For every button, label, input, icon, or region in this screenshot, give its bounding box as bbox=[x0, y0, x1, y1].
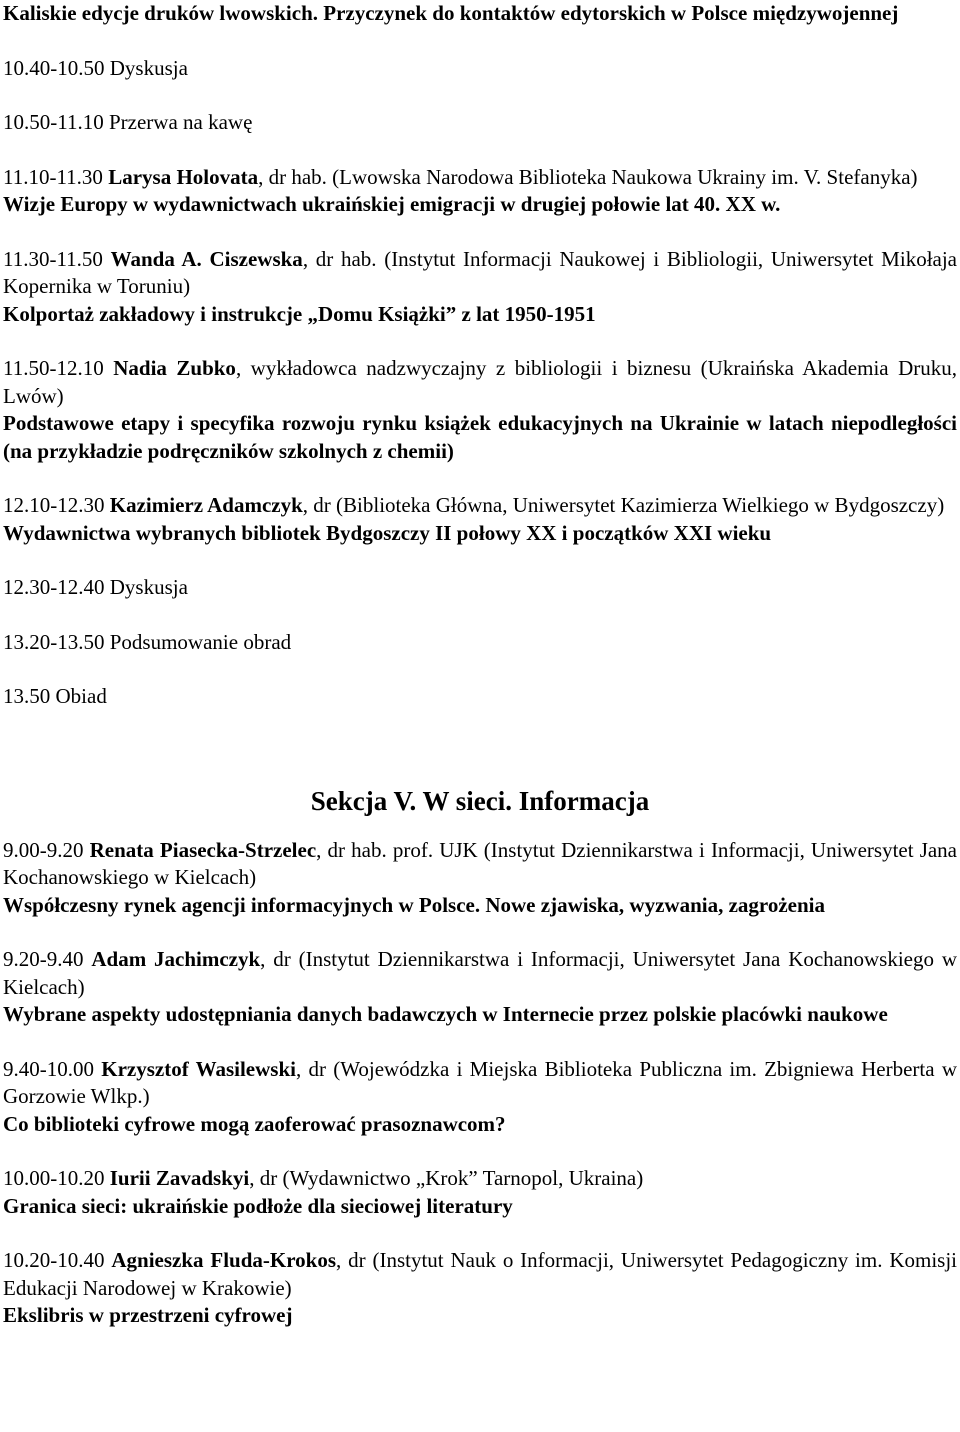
talk-time: 11.10-11.30 bbox=[3, 164, 103, 189]
speaker-name: Larysa Holovata bbox=[108, 164, 259, 189]
talk-time: 12.10-12.30 bbox=[3, 493, 105, 517]
talk-title: Granica sieci: ukraińskie podłoże dla sieciowej literatury bbox=[3, 1193, 513, 1218]
talk-title: Wybrane aspekty udostępniania danych badawczych w Internecie przez polskie placówki naukowe bbox=[3, 1002, 888, 1026]
talk-time: 10.00-10.20 bbox=[3, 1166, 105, 1190]
schedule-label: Dyskusja bbox=[109, 575, 188, 599]
talk-time: 11.30-11.50 bbox=[3, 246, 103, 271]
speaker-name: Adam Jachimczyk bbox=[91, 947, 261, 971]
speaker-affiliation: , wykładowca nadzwyczajny z bibliologii i biznesu (Ukraińska Akademia Druku, Lwów) bbox=[3, 356, 958, 408]
speaker-name: Krzysztof Wasilewski bbox=[101, 1056, 296, 1081]
schedule-entry bbox=[3, 55, 957, 83]
talk-header bbox=[3, 837, 957, 892]
section-heading: Sekcja V. W sieci. Informacja bbox=[310, 785, 650, 816]
speaker-name: Renata Piasecka-Strzelec bbox=[89, 837, 317, 862]
talk-time: 10.20-10.40 bbox=[3, 1248, 105, 1272]
speaker-name: Iurii Zavadskyi bbox=[109, 1166, 250, 1190]
talk-time: 9.00-9.20 bbox=[3, 837, 84, 862]
talk-header bbox=[3, 1056, 957, 1111]
schedule-label: Podsumowanie obrad bbox=[109, 629, 292, 654]
document-page bbox=[3, 0, 957, 1330]
talk-header bbox=[3, 1165, 957, 1193]
talk-title: Wizje Europy w wydawnictwach ukraińskiej emigracji w drugiej połowie lat 40. XX w. bbox=[3, 192, 781, 216]
talk-entry bbox=[3, 946, 957, 1029]
schedule-time: 13.20-13.50 bbox=[3, 629, 105, 654]
talk-header bbox=[3, 492, 957, 520]
schedule-time: 10.50-11.10 bbox=[3, 110, 104, 134]
talk-title: Współczesny rynek agencji informacyjnych w Polsce. Nowe zjawiska, wyzwania, zagrożenia bbox=[3, 892, 826, 917]
talk-entry bbox=[3, 355, 957, 465]
speaker-affiliation: , dr (Instytut Nauk o Informacji, Uniwersytet Pedagogiczny im. Komisji Edukacji Narodowej w Krakowie) bbox=[3, 1248, 957, 1300]
schedule-entry bbox=[3, 683, 957, 711]
talk-header bbox=[3, 246, 957, 301]
speaker-affiliation: , dr (Biblioteka Główna, Uniwersytet Kazimierza Wielkiego w Bydgoszczy) bbox=[302, 493, 945, 517]
schedule-label: Obiad bbox=[55, 684, 107, 708]
schedule-label: Dyskusja bbox=[109, 55, 188, 80]
speaker-affiliation: , dr hab. (Instytut Informacji Naukowej i Bibliologii, Uniwersytet Mikołaja Kopernika w Toruniu) bbox=[3, 246, 957, 298]
talk-title: Kolportaż zakładowy i instrukcje „Domu Książki” z lat 1950-1951 bbox=[3, 301, 596, 326]
talk-time: 9.40-10.00 bbox=[3, 1056, 94, 1081]
schedule-time: 12.30-12.40 bbox=[3, 575, 105, 599]
schedule-entry bbox=[3, 109, 957, 137]
talk-header bbox=[3, 355, 957, 410]
schedule-entry bbox=[3, 629, 957, 657]
schedule-time: 10.40-10.50 bbox=[3, 55, 105, 80]
talk-entry bbox=[3, 164, 957, 219]
talk-entry bbox=[3, 837, 957, 920]
talk-title: Ekslibris w przestrzeni cyfrowej bbox=[3, 1303, 293, 1327]
talk-entry bbox=[3, 1056, 957, 1139]
talk-time: 9.20-9.40 bbox=[3, 947, 84, 971]
talk-header bbox=[3, 164, 957, 192]
schedule-entry bbox=[3, 574, 957, 602]
speaker-affiliation: , dr hab. prof. UJK (Instytut Dziennikarstwa i Informacji, Uniwersytet Jana Kochanowskiego w Kielcach) bbox=[3, 837, 958, 889]
schedule-label: Przerwa na kawę bbox=[108, 110, 253, 134]
talk-title: Wydawnictwa wybranych bibliotek Bydgoszczy II połowy XX i początków XXI wieku bbox=[3, 520, 772, 545]
speaker-affiliation: , dr (Wojewódzka i Miejska Biblioteka Publiczna im. Zbigniewa Herberta w Gorzowie Wlkp.) bbox=[3, 1056, 958, 1108]
speaker-name: Agnieszka Fluda-Krokos bbox=[111, 1248, 337, 1272]
talk-entry bbox=[3, 246, 957, 329]
talk-entry bbox=[3, 1247, 957, 1330]
speaker-name: Nadia Zubko bbox=[113, 356, 236, 380]
talk-entry bbox=[3, 492, 957, 547]
schedule-time: 13.50 bbox=[3, 684, 51, 708]
talk-title: Kaliskie edycje druków lwowskich. Przyczynek do kontaktów edytorskich w Polsce międzywojennej bbox=[3, 1, 899, 25]
talk-title: Co biblioteki cyfrowe mogą zaoferować prasoznawcom? bbox=[3, 1111, 506, 1136]
talk-time: 11.50-12.10 bbox=[3, 356, 104, 380]
speaker-name: Wanda A. Ciszewska bbox=[110, 246, 303, 271]
speaker-affiliation: , dr (Instytut Dziennikarstwa i Informacji, Uniwersytet Jana Kochanowskiego w Kielcach) bbox=[3, 947, 957, 999]
talk-header bbox=[3, 946, 957, 1001]
speaker-affiliation: , dr (Wydawnictwo „Krok” Tarnopol, Ukraina) bbox=[249, 1166, 644, 1190]
talk-header bbox=[3, 1247, 957, 1302]
speaker-name: Kazimierz Adamczyk bbox=[109, 493, 303, 517]
talk-title: Podstawowe etapy i specyfika rozwoju rynku książek edukacyjnych na Ukrainie w latach niepodległości (na przykładzie podręczników szkolnych z chemii) bbox=[3, 411, 957, 463]
speaker-affiliation: , dr hab. (Lwowska Narodowa Biblioteka Naukowa Ukrainy im. V. Stefanyka) bbox=[258, 164, 918, 189]
talk-entry bbox=[3, 1165, 957, 1220]
